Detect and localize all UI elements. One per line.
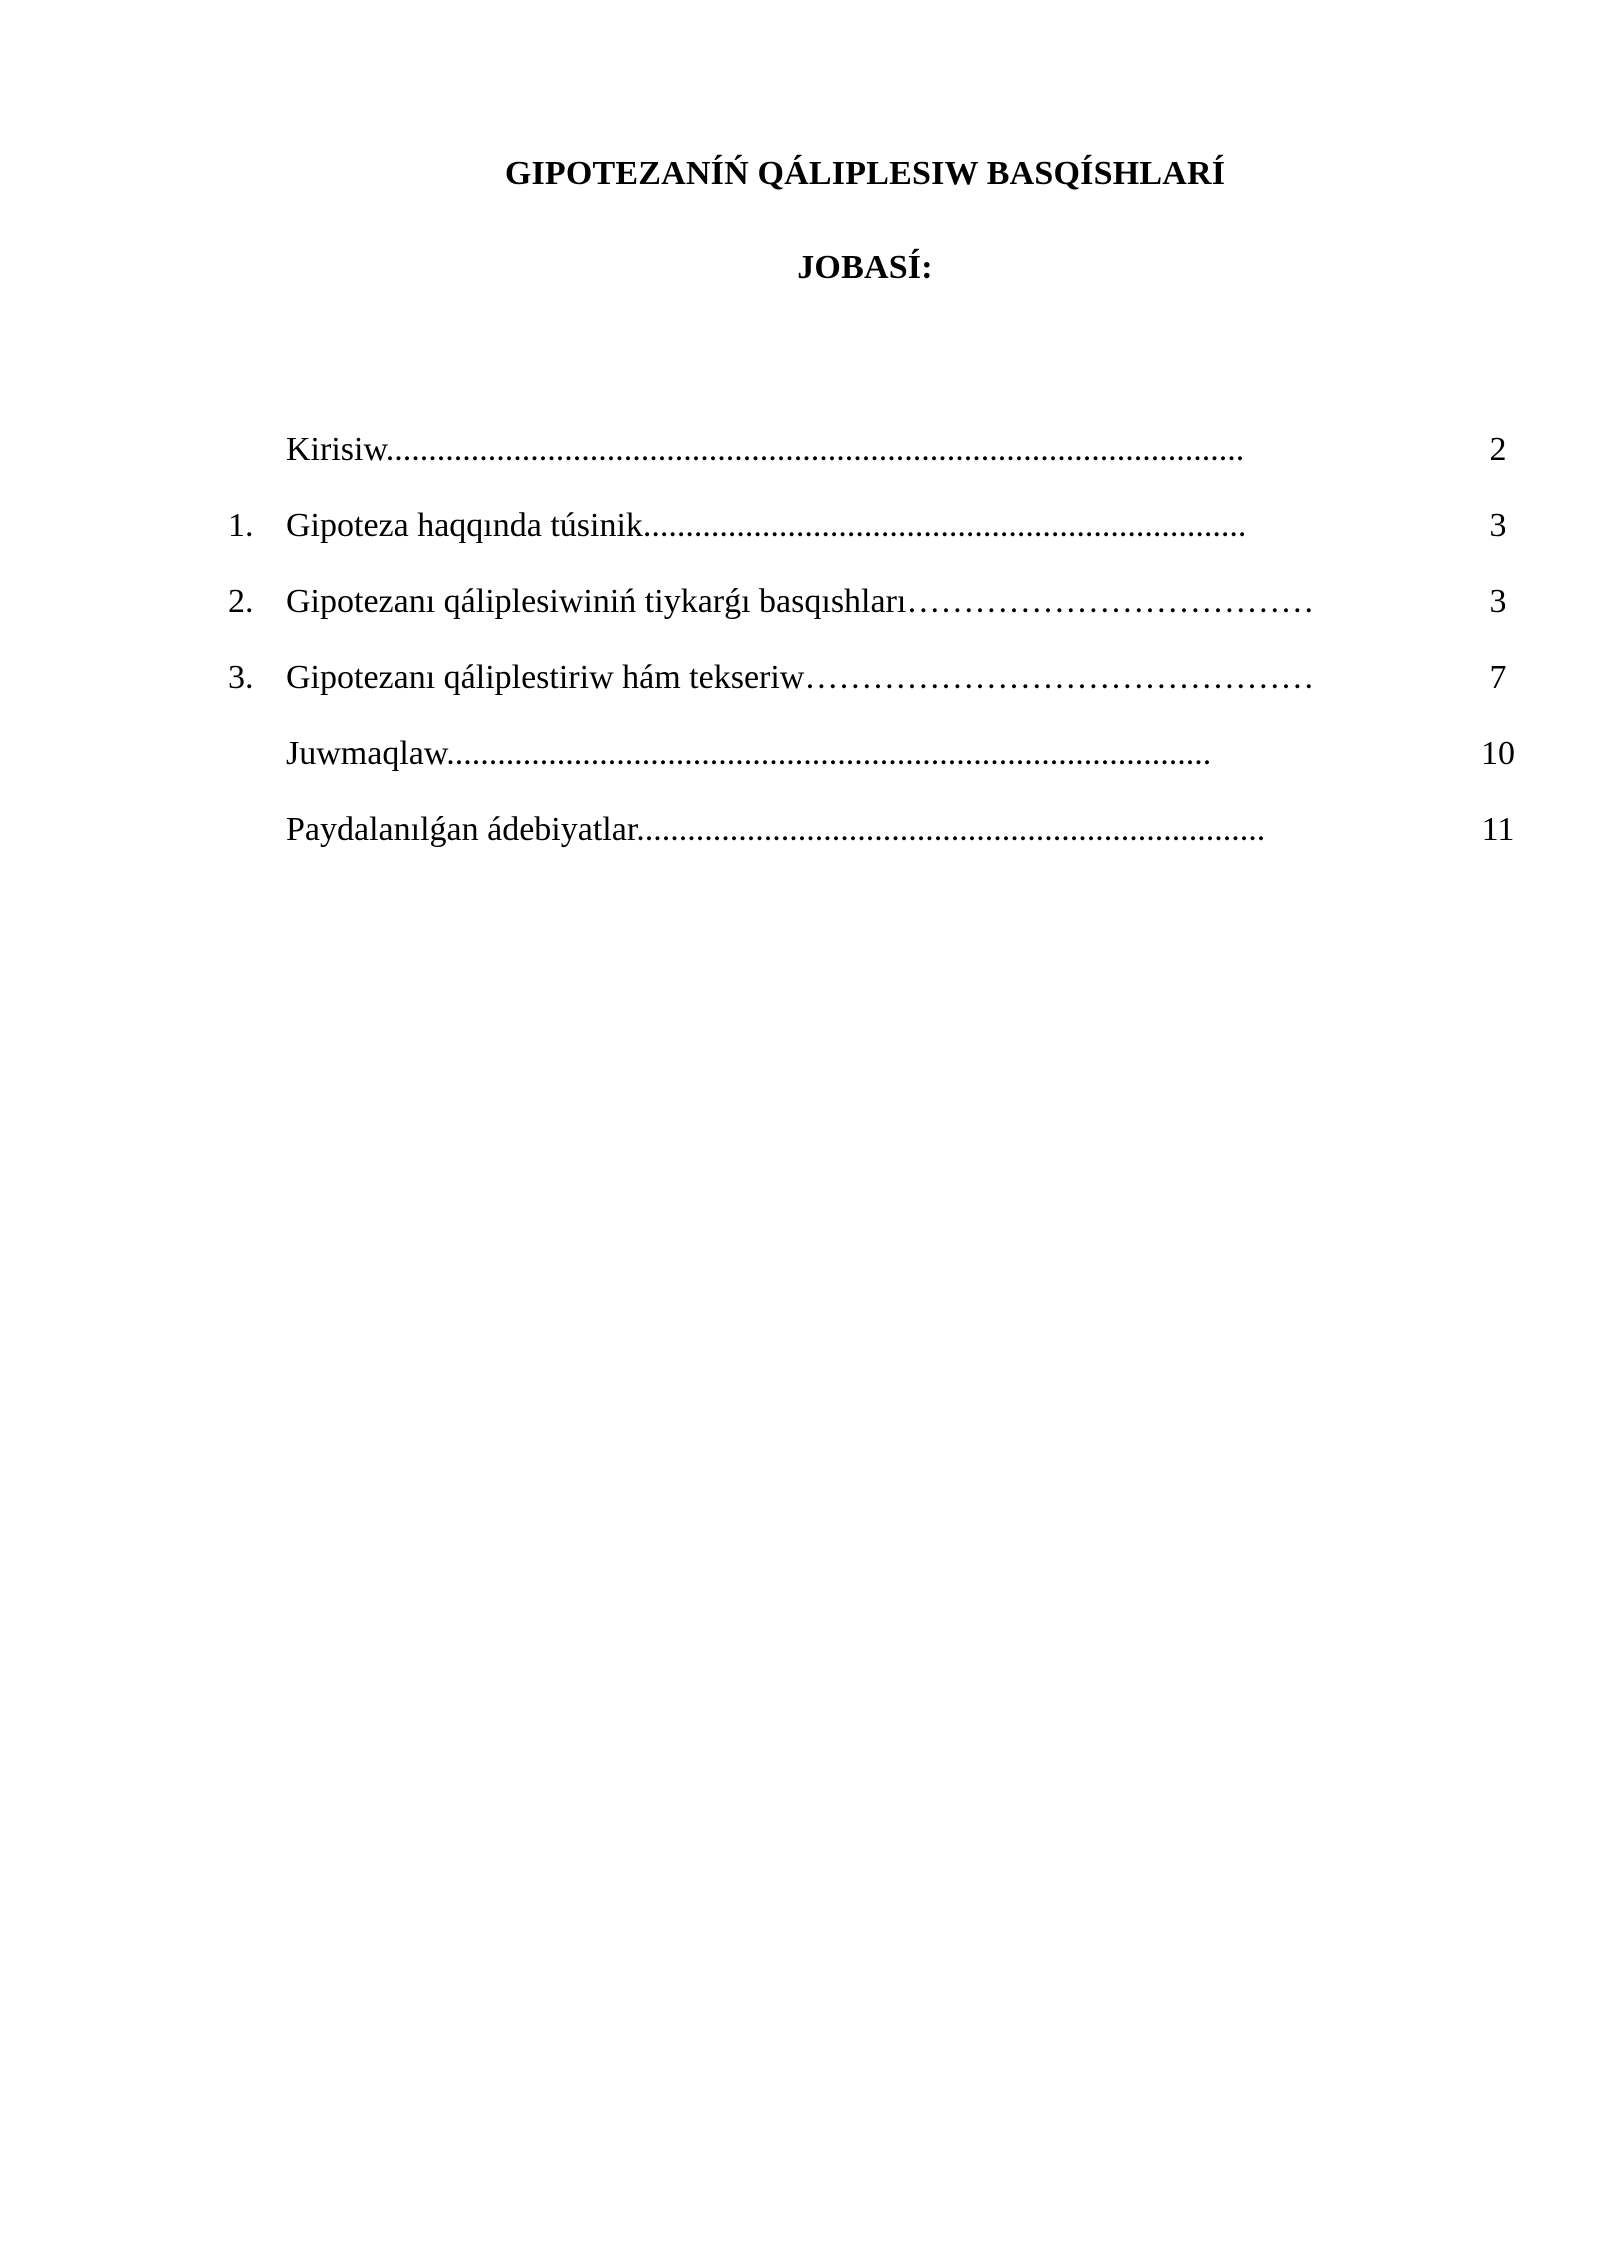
toc-item-juwmaqlaw bbox=[228, 732, 1528, 808]
toc-item-number: 3. bbox=[228, 659, 254, 696]
toc-item-leader: ....................................................................... bbox=[642, 507, 1247, 544]
document-subtitle: JOBASÍ: bbox=[797, 249, 933, 286]
toc-item-paydalanilgan-adebiyatlar bbox=[228, 808, 1528, 884]
toc-item-page: 7 bbox=[1489, 659, 1507, 696]
toc-item-page: 3 bbox=[1489, 583, 1507, 620]
toc-item-leader: .......................................................................... bbox=[636, 811, 1266, 848]
toc-item-title: Gipotezanı qáliplestiriw hám tekseriw bbox=[286, 659, 805, 696]
toc-item-label bbox=[286, 732, 1211, 776]
toc-item-title: Paydalanılǵan ádebiyatlar bbox=[286, 811, 637, 848]
toc-item-title: Gipoteza haqqında túsinik bbox=[286, 507, 643, 544]
table-of-contents bbox=[228, 428, 1528, 884]
document-title: GIPOTEZANÍŃ QÁLIPLESIW BASQÍSHLARÍ bbox=[504, 155, 1226, 192]
toc-item-page: 3 bbox=[1489, 507, 1507, 544]
toc-item-gipoteza-haqqinda bbox=[228, 504, 1528, 580]
toc-item-leader: ……………………………… bbox=[906, 583, 1315, 620]
toc-item-label bbox=[286, 428, 1244, 472]
toc-item-label bbox=[286, 656, 1314, 700]
toc-item-label bbox=[286, 504, 1246, 548]
toc-item-page: 10 bbox=[1481, 735, 1515, 772]
toc-item-kirisiw bbox=[228, 428, 1528, 504]
toc-item-leader: ……………………………………… bbox=[804, 659, 1315, 696]
toc-item-qaliplestiriw-tekseriw bbox=[228, 656, 1528, 732]
toc-item-number: 1. bbox=[228, 507, 254, 544]
toc-item-tiykargi-basqishlari bbox=[228, 580, 1528, 656]
toc-item-leader: ..................................................................................................... bbox=[385, 431, 1245, 468]
toc-item-page: 11 bbox=[1481, 811, 1515, 848]
toc-item-label bbox=[286, 580, 1314, 624]
toc-item-title: Gipotezanı qáliplesiwiniń tiykarǵı basqıshları bbox=[286, 583, 907, 620]
toc-item-label bbox=[286, 808, 1265, 852]
toc-item-title: Juwmaqlaw bbox=[286, 735, 447, 772]
toc-item-number: 2. bbox=[228, 583, 254, 620]
toc-item-leader: .......................................................................................... bbox=[446, 735, 1212, 772]
toc-item-title: Kirisiw bbox=[286, 431, 386, 468]
toc-item-page: 2 bbox=[1489, 431, 1507, 468]
